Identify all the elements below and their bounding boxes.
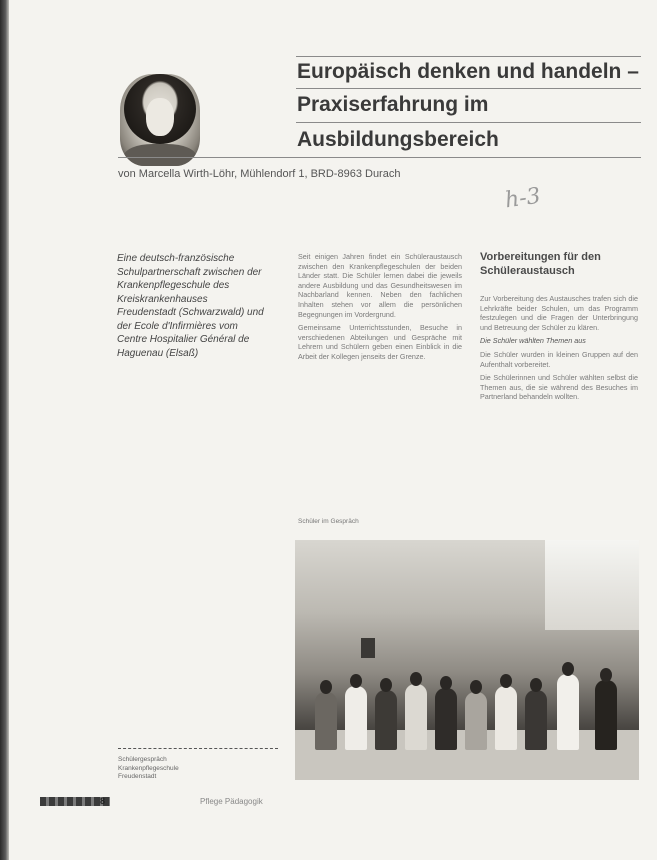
column-3-emphasis: Die Schüler wählten Themen aus (480, 336, 586, 346)
title-rule-top (296, 56, 641, 57)
photo-person (495, 686, 517, 750)
column-2-paragraph-2: Gemeinsame Unterrichtsstunden, Besuche in verschiedenen Abteilungen und Gespräche mit Lehrern und Schülern geben einen Einblick in die Arbeit der Kollegen jenseits der Grenze. (298, 323, 462, 361)
column-3-paragraph-2: Die Schüler wurden in kleinen Gruppen auf den Aufenthalt vorbereitet. (480, 349, 638, 369)
photo-caption: Schüler im Gespräch (298, 518, 359, 525)
photo-person (345, 686, 367, 750)
title-line-1: Europäisch denken und handeln – (297, 60, 639, 83)
photo-person-head (410, 672, 422, 686)
column-3-paragraph-3: Die Schülerinnen und Schüler wählten selbst die Themen aus, die sie während des Besuches im Partnerland behandeln wollten. (480, 373, 638, 402)
footnote-line-3: Freudenstadt (118, 773, 157, 780)
title-line-3: Ausbildungsbereich (297, 128, 499, 151)
title-rule-1 (296, 88, 641, 89)
photo-person-head (530, 678, 542, 692)
photo-window (545, 540, 639, 630)
title-rule-bottom (118, 157, 641, 158)
photo-person (557, 674, 579, 750)
handwritten-note: h-3 (503, 183, 543, 214)
photo-person (465, 692, 487, 750)
portrait-face (146, 98, 174, 136)
footnote-line-2: Krankenpflegeschule (118, 764, 179, 772)
book-binding (0, 0, 9, 860)
column-3-paragraph-1: Zur Vorbereitung des Austausches trafen sich die Lehrkräfte beider Schulen, um das Programm festzulegen und die Fragen der Unterbringung und Betreuung der Schüler zu klären. (480, 294, 638, 332)
photo-person (595, 680, 617, 750)
photo-person-head (600, 668, 612, 682)
photo-person-head (470, 680, 482, 694)
author-portrait (120, 74, 200, 166)
intro-text: Eine deutsch-französische Schulpartnerschaft zwischen der Krankenpflegeschule des Kreiskrankenhauses Freudenstadt (Schwarzwald) und der Ecole d'Infirmières vom Centre Hospitalier Général de Haguenau (Elsaß) (117, 253, 264, 359)
footnote-rule (118, 748, 278, 749)
photo-person-head (440, 676, 452, 690)
photo-person (405, 684, 427, 750)
footer-publication: Pflege Pädagogik (200, 797, 263, 806)
title-line-2: Praxiserfahrung im (297, 93, 489, 116)
article-column-3 (480, 294, 638, 406)
photo-person (315, 692, 337, 750)
group-photo (295, 540, 639, 780)
photo-person-head (320, 680, 332, 694)
section-subheading: Vorbereitungen für den Schüleraustausch (480, 251, 601, 277)
photo-person (525, 690, 547, 750)
footnote-line-1: Schülergespräch (118, 756, 167, 763)
article-column-2 (298, 252, 462, 366)
photo-person (375, 690, 397, 750)
title-rule-2 (296, 122, 641, 123)
column-2-paragraph-1: Seit einigen Jahren findet ein Schüleraustausch zwischen den Krankenpflegeschulen der beiden Länder statt. Die Schüler lernen dabei die jeweils andere Ausbildung und das Gesundheitswesen im Nachbarland kennen. Neben den fachlichen Inhalten stehen vor allem die persönlichen Begegnungen im Vordergrund. (298, 252, 462, 319)
footnote (118, 756, 278, 782)
photo-wall-picture (361, 638, 375, 658)
portrait-shoulders (124, 144, 196, 166)
photo-person-head (500, 674, 512, 688)
photo-person-head (380, 678, 392, 692)
page-number: 8 (100, 796, 106, 806)
photo-person-head (562, 662, 574, 676)
author-byline: von Marcella Wirth-Löhr, Mühlendorf 1, BRD-8963 Durach (118, 168, 401, 180)
photo-person-head (350, 674, 362, 688)
photo-person (435, 688, 457, 750)
